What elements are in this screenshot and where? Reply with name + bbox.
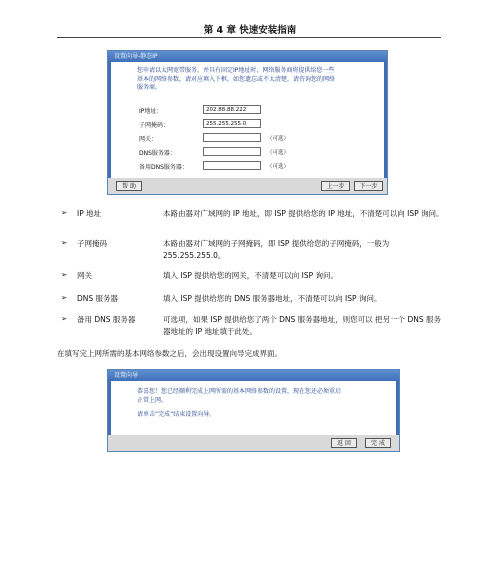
item-description: 填入 ISP 提供给您的网关，不清楚可以向 ISP 询问。: [163, 271, 339, 280]
subnet-mask-label: 子网掩码：: [139, 122, 170, 129]
arrow-bullet-icon: ➢: [61, 314, 68, 323]
item-term: DNS 服务器: [77, 294, 119, 303]
dialog-intro: [137, 67, 335, 93]
dialog-footer: [108, 178, 387, 194]
finish-button[interactable]: 完 成: [365, 438, 391, 448]
help-button[interactable]: 帮 助: [116, 181, 142, 191]
dns-input[interactable]: [203, 147, 261, 156]
item-term: 子网掩码: [77, 239, 107, 248]
item-description: 本路由器对广域网的 IP 地址，即 ISP 提供给您的 IP 地址，不清楚可以向 ISP 询问。: [163, 209, 444, 218]
subnet-mask-input[interactable]: 255.255.255.0: [203, 119, 261, 128]
header-rule: [57, 37, 441, 38]
back-button[interactable]: 上一步: [321, 181, 350, 191]
wizard-complete-dialog: [107, 369, 400, 452]
alt-dns-optional: （可选）: [267, 164, 290, 170]
next-button[interactable]: 下一步: [354, 181, 383, 191]
message-line: 正常上网。: [137, 396, 168, 404]
ip-address-label: IP地址：: [139, 108, 163, 115]
alt-dns-input[interactable]: [203, 161, 261, 170]
arrow-bullet-icon: ➢: [61, 293, 68, 302]
return-button[interactable]: 返 回: [331, 438, 357, 448]
dialog-title: 设置向导-静态IP: [108, 51, 387, 62]
dialog-body: [108, 62, 387, 178]
alt-dns-label: 备用DNS服务器：: [139, 164, 188, 171]
gateway-row: [139, 134, 201, 143]
intro-line: 服务商。: [137, 84, 162, 91]
dialog-body: [108, 381, 399, 435]
arrow-bullet-icon: ➢: [61, 270, 68, 279]
dns-optional: （可选）: [267, 150, 290, 156]
body-paragraph: 在填写完上网所需的基本网络参数之后，会出现设置向导完成界面。: [57, 349, 282, 358]
item-description: 填入 ISP 提供给您的 DNS 服务器地址，不清楚可以向 ISP 询问。: [163, 294, 382, 303]
dialog-title: 设置向导: [108, 370, 399, 381]
item-term: 备用 DNS 服务器: [77, 315, 136, 324]
message-line: 恭喜您！您已经顺利完成上网所需的基本网络参数的设置，现在您还必须重启: [137, 388, 342, 395]
intro-line: 基本的网络参数，请对应填入下框。如您遗忘或不太清楚，请咨询您的网络: [137, 75, 336, 83]
alt-dns-row: [139, 162, 201, 171]
gateway-input[interactable]: [203, 133, 261, 142]
static-ip-dialog: [107, 50, 388, 195]
gateway-optional: （可选）: [267, 136, 290, 142]
dns-row: [139, 148, 201, 157]
item-description: 可选项，如果 ISP 提供给您了两个 DNS 服务器地址，则您可以 把另一个 DNS 服务器地址的 IP 地址填于此处。: [163, 315, 441, 336]
subnet-mask-row: [139, 120, 201, 129]
ip-address-input[interactable]: 202.88.88.222: [203, 105, 261, 114]
item-description: 本路由器对广域网的子网掩码，即 ISP 提供给您的子网掩码，一般为 255.255.255.0。: [163, 239, 390, 260]
ip-address-row: [139, 106, 201, 115]
intro-line: 您申请以太网宽带服务，并具有固定IP地址时，网络服务商将提供给您一些: [137, 67, 335, 74]
item-term: 网关: [77, 271, 92, 280]
item-term: IP 地址: [77, 209, 102, 218]
dns-label: DNS服务器：: [139, 150, 176, 157]
chapter-title: 第 4 章 快速安装指南: [203, 25, 297, 36]
gateway-label: 网关：: [139, 136, 158, 143]
arrow-bullet-icon: ➢: [61, 238, 68, 247]
arrow-bullet-icon: ➢: [61, 208, 68, 217]
message-line: 请单击“完成”结束设置向导。: [137, 411, 216, 418]
dialog-message: [137, 388, 341, 420]
dialog-footer: [108, 435, 399, 451]
